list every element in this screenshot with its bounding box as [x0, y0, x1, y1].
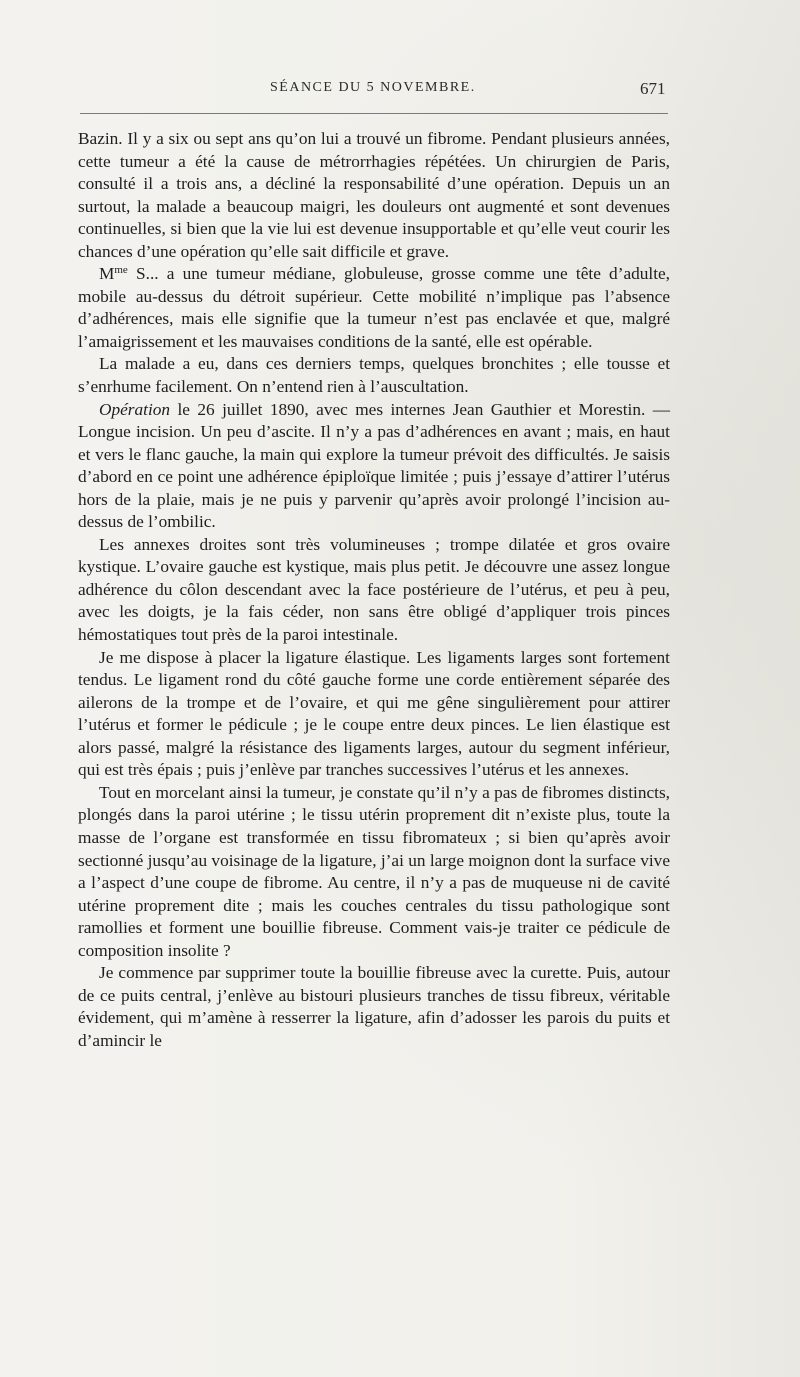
- title-abbrev-superscript: me: [114, 264, 128, 277]
- running-title: SÉANCE DU 5 NOVEMBRE.: [270, 80, 476, 95]
- paragraph-4-text: le 26 juillet 1890, avec mes internes Jean Gauthier et Morestin. — Longue incision. Un peu d’ascite. Il n’y a pas d’adhérences en avant ; mais, en haut et vers le flanc gauche, la main qui explore la tumeur prévoit des difficultés. Je saisis d’abord en ce point une adhérence épiploïque limitée ; puis j’essaye d’attirer l’utérus hors de la plaie, mais je ne puis y parvenir qu’après avoir prolongé l’incision au-dessus de l’ombilic.: [78, 399, 670, 532]
- paragraph-8: Je commence par supprimer toute la bouillie fibreuse avec la curette. Puis, autour de ce puits central, j’enlève au bistouri plusieurs tranches de tissu fibreux, véritable évidement, qui m’amène à resserrer la ligature, afin d’adosser les parois du puits et d’amincir le: [78, 963, 670, 1050]
- header-rule: [80, 113, 668, 114]
- title-abbrev: M: [99, 264, 115, 284]
- paragraph-4: [78, 399, 670, 534]
- paragraph-2-text: S... a une tumeur médiane, globuleuse, grosse comme une tête d’adulte, mobile au-dessus du détroit supérieur. Cette mobilité n’implique pas l’absence d’adhérences, mais elle signifie que la tumeur n’est pas enclavée et que, malgré l’amaigrissement et les mauvaises conditions de la santé, elle est opérable.: [78, 264, 670, 351]
- page-header: [0, 80, 800, 104]
- paragraph-1: Bazin. Il y a six ou sept ans qu’on lui a trouvé un fibrome. Pendant plusieurs années, cette tumeur a été la cause de métrorrhagies répétées. Un chirurgien de Paris, consulté il a trois ans, a décliné la responsabilité d’une opération. Depuis un an surtout, la malade a beaucoup maigri, les douleurs ont augmenté et sont devenues continuelles, si bien que la vie lui est devenue insupportable et qu’elle veut courir les chances d’une opération qu’elle sait difficile et grave.: [78, 129, 670, 261]
- body-text: [78, 128, 670, 1052]
- paragraph-2: [78, 263, 670, 353]
- page-number: 671: [640, 79, 666, 98]
- paragraph-3: La malade a eu, dans ces derniers temps, quelques bronchites ; elle tousse et s’enrhume facilement. On n’entend rien à l’auscultation.: [78, 354, 670, 397]
- paragraph-7: Tout en morcelant ainsi la tumeur, je constate qu’il n’y a pas de fibromes distincts, plongés dans la paroi utérine ; le tissu utérin proprement dit n’existe plus, toute la masse de l’organe est transformée en tissu fibromateux ; si bien qu’après avoir sectionné jusqu’au voisinage de la ligature, j’ai un large moignon dont la surface vive a l’aspect d’une coupe de fibrome. Au centre, il n’y a pas de muqueuse ni de cavité utérine proprement dite ; mais les couches centrales du tissu pathologique sont ramollies et forment une bouillie fibreuse. Comment vais-je traiter ce pédicule de composition insolite ?: [78, 782, 670, 960]
- operation-heading: Opération: [99, 399, 171, 419]
- paragraph-6: Je me dispose à placer la ligature élastique. Les ligaments larges sont fortement tendus. Le ligament rond du côté gauche forme une corde entièrement séparée des ailerons de la trompe et de l’ovaire, et qui me gêne singulièrement pour attirer l’utérus et former le pédicule ; je le coupe entre deux pinces. Le lien élastique est alors passé, malgré la résistance des ligaments larges, autour du segment inférieur, qui est très épais ; puis j’enlève par tranches successives l’utérus et les annexes.: [78, 647, 670, 780]
- paragraph-5: Les annexes droites sont très volumineuses ; trompe dilatée et gros ovaire kystique. L’ovaire gauche est kystique, mais plus petit. Je découvre une assez longue adhérence du côlon descendant avec la face postérieure de l’utérus, et peu à peu, avec les doigts, je la fais céder, non sans être obligé d’appliquer trois pinces hémostatiques tout près de la paroi intestinale.: [78, 534, 670, 645]
